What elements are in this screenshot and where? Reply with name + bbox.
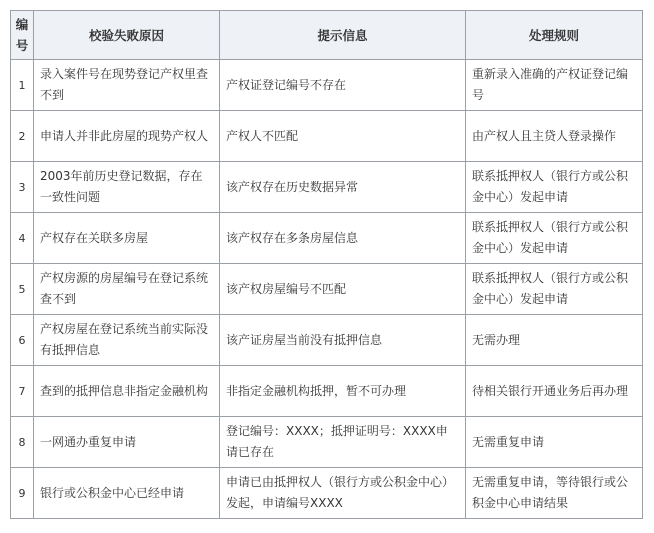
row-rule: 重新录入准确的产权证登记编号 <box>466 60 643 111</box>
table-row <box>11 468 643 519</box>
table-row <box>11 111 643 162</box>
row-message: 申请已由抵押权人（银行方或公积金中心）发起，申请编号XXXX <box>220 468 466 519</box>
table-container <box>10 10 643 519</box>
validation-failure-table <box>10 10 643 519</box>
row-message: 产权证登记编号不存在 <box>220 60 466 111</box>
table-row <box>11 417 643 468</box>
table-row <box>11 162 643 213</box>
row-reason: 2003年前历史登记数据，存在一致性问题 <box>34 162 220 213</box>
header-rule: 处理规则 <box>466 11 643 60</box>
row-reason: 产权存在关联多房屋 <box>34 213 220 264</box>
row-reason: 产权房屋在登记系统当前实际没有抵押信息 <box>34 315 220 366</box>
row-reason: 银行或公积金中心已经申请 <box>34 468 220 519</box>
table-row <box>11 264 643 315</box>
table-row <box>11 315 643 366</box>
row-rule: 由产权人且主贷人登录操作 <box>466 111 643 162</box>
row-rule: 无需重复申请 <box>466 417 643 468</box>
row-rule: 无需重复申请，等待银行或公积金中心申请结果 <box>466 468 643 519</box>
row-reason: 产权房源的房屋编号在登记系统查不到 <box>34 264 220 315</box>
row-rule: 联系抵押权人（银行方或公积金中心）发起申请 <box>466 162 643 213</box>
row-message: 该产证房屋当前没有抵押信息 <box>220 315 466 366</box>
table-row <box>11 213 643 264</box>
row-reason: 一网通办重复申请 <box>34 417 220 468</box>
row-rule: 联系抵押权人（银行方或公积金中心）发起申请 <box>466 213 643 264</box>
row-number: 4 <box>11 213 34 264</box>
row-number: 9 <box>11 468 34 519</box>
row-rule: 无需办理 <box>466 315 643 366</box>
header-message: 提示信息 <box>220 11 466 60</box>
row-message: 非指定金融机构抵押，暂不可办理 <box>220 366 466 417</box>
table-header-row <box>11 11 643 60</box>
table-row <box>11 366 643 417</box>
row-number: 8 <box>11 417 34 468</box>
row-number: 7 <box>11 366 34 417</box>
row-number: 6 <box>11 315 34 366</box>
row-message: 该产权存在历史数据异常 <box>220 162 466 213</box>
row-rule: 待相关银行开通业务后再办理 <box>466 366 643 417</box>
row-reason: 录入案件号在现势登记产权里查不到 <box>34 60 220 111</box>
row-rule: 联系抵押权人（银行方或公积金中心）发起申请 <box>466 264 643 315</box>
row-message: 该产权房屋编号不匹配 <box>220 264 466 315</box>
table-row <box>11 60 643 111</box>
row-message: 登记编号：XXXX；抵押证明号：XXXX申请已存在 <box>220 417 466 468</box>
row-number: 5 <box>11 264 34 315</box>
row-number: 1 <box>11 60 34 111</box>
row-number: 3 <box>11 162 34 213</box>
header-reason: 校验失败原因 <box>34 11 220 60</box>
row-number: 2 <box>11 111 34 162</box>
header-number: 编号 <box>11 11 34 60</box>
row-message: 产权人不匹配 <box>220 111 466 162</box>
row-message: 该产权存在多条房屋信息 <box>220 213 466 264</box>
row-reason: 申请人并非此房屋的现势产权人 <box>34 111 220 162</box>
row-reason: 查到的抵押信息非指定金融机构 <box>34 366 220 417</box>
